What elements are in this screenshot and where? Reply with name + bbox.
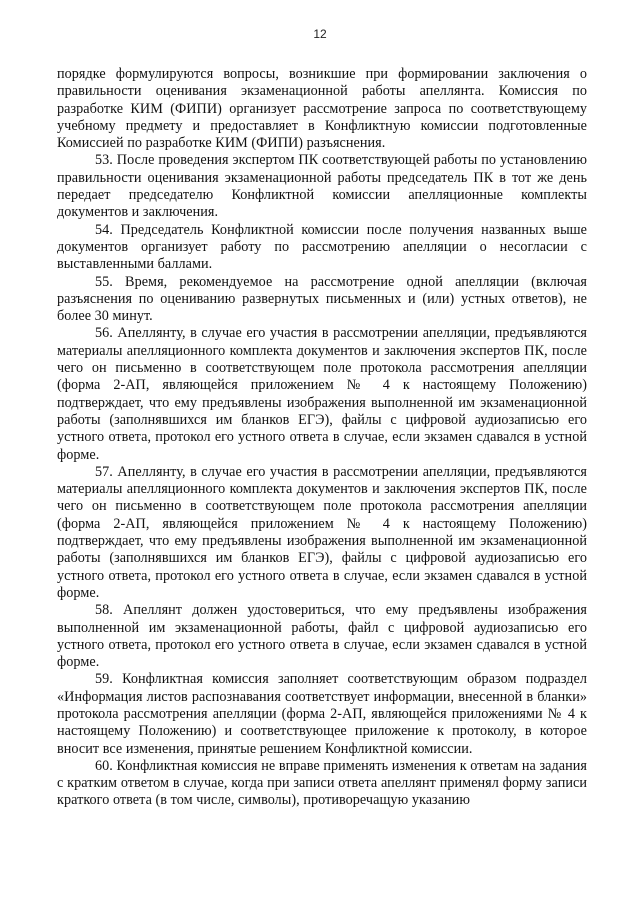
paragraph-60: 60. Конфликтная комиссия не вправе применять изменения к ответам на задания с кратким ответом в случае, когда при записи ответа апеллянт применял форму записи краткого ответа (в том числе, символы), противоречащую указанию [57, 757, 587, 809]
paragraph-56: 56. Апеллянту, в случае его участия в рассмотрении апелляции, предъявляются материалы апелляционного комплекта документов и заключения экспертов ПК, после чего он письменно в соответствующем поле протокола рассмотрения апелляции (форма 2-АП, являющейся приложением № 4 к настоящему Положению) подтверждает, что ему предъявлены изображения выполненной им экзаменационной работы (заполнявшихся им бланков ЕГЭ), файлы с цифровой аудиозаписью его устного ответа, протокол его устного ответа в случае, если экзамен сдавался в устной форме. [57, 325, 587, 463]
paragraph-54: 54. Председатель Конфликтной комиссии после получения названных выше документов организует работу по рассмотрению апелляции о несогласии с выставленными баллами. [57, 221, 587, 273]
paragraph-58: 58. Апеллянт должен удостовериться, что ему предъявлены изображения выполненной им экзаменационной работы, файл с цифровой аудиозаписью его устного ответа, протокол его устного ответа в случае, если экзамен сдавался в устной форме. [57, 602, 587, 671]
paragraph-53: 53. После проведения экспертом ПК соответствующей работы по установлению правильности оценивания экзаменационной работы председатель ПК в тот же день передает председателю Конфликтной комиссии апелляционные комплекты документов и заключения. [57, 152, 587, 221]
document-body [57, 66, 587, 810]
paragraph-59: 59. Конфликтная комиссия заполняет соответствующим образом подраздел «Информация листов распознавания соответствует информации, внесенной в бланки» протокола рассмотрения апелляции (форма 2-АП, являющейся приложениями № 4 к настоящему Положению) и соответствующее приложение к протоколу, в которое вносит все изменения, принятые решением Конфликтной комиссии. [57, 671, 587, 757]
paragraph-continuation: порядке формулируются вопросы, возникшие при формировании заключения о правильности оценивания экзаменационной работы апеллянта. Комиссия по разработке КИМ (ФИПИ) организует рассмотрение запроса по соответствующему учебному предмету и предоставляет в Конфликтную комиссии подготовленные Комиссией по разработке КИМ (ФИПИ) разъяснения. [57, 66, 587, 152]
page-number: 12 [313, 27, 327, 41]
paragraph-55: 55. Время, рекомендуемое на рассмотрение одной апелляции (включая разъяснения по оцениванию развернутых письменных и (или) устных ответов), не более 30 минут. [57, 273, 587, 325]
paragraph-57: 57. Апеллянту, в случае его участия в рассмотрении апелляции, предъявляются материалы апелляционного комплекта документов и заключения экспертов ПК, после чего он письменно в соответствующем поле протокола рассмотрения апелляции (форма 2-АП, являющейся приложением № 4 к настоящему Положению) подтверждает, что ему предъявлены изображения выполненной им экзаменационной работы (заполнявшихся им бланков ЕГЭ), файлы с цифровой аудиозаписью его устного ответа, протокол его устного ответа в случае, если экзамен сдавался в устной форме. [57, 463, 587, 601]
